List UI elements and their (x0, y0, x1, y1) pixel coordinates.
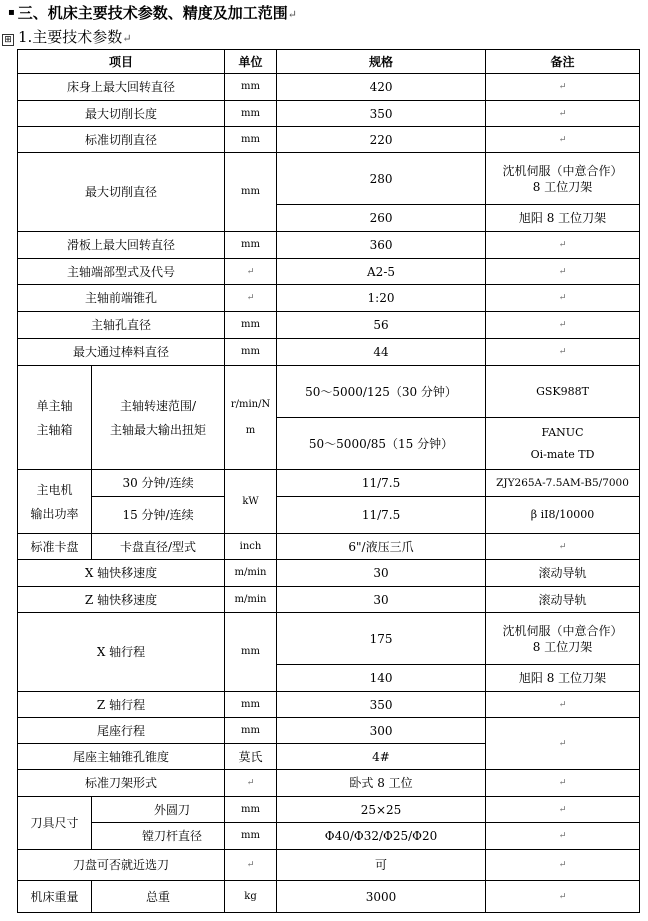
group-line: 单主轴 (36, 398, 73, 413)
note-cell: ↵ (486, 850, 640, 881)
unit-cell: mm (225, 718, 277, 744)
unit-cell: kW (225, 470, 277, 534)
unit-cell: 莫氏 (225, 744, 277, 770)
unit-cell (225, 366, 277, 470)
item-cell: X 轴行程 (18, 613, 225, 692)
group-line: 输出功率 (30, 506, 79, 521)
note-line: Oi-mate TD (530, 447, 595, 461)
sub-heading-text: 1.主要技术参数 (18, 28, 123, 46)
item-cell: 尾座行程 (18, 718, 225, 744)
spec-table (17, 49, 640, 913)
spec-cell: 280 (277, 153, 486, 205)
spec-cell: 30 (277, 587, 486, 613)
table-row (18, 587, 640, 613)
table-row (18, 74, 640, 101)
table-row (18, 770, 640, 797)
note-line: 沈机伺服（中意合作） (502, 623, 623, 638)
item-cell (92, 366, 225, 470)
item-cell: 最大通过棒料直径 (18, 339, 225, 366)
note-cell: ↵ (486, 770, 640, 797)
item-cell: 标准切削直径 (18, 127, 225, 153)
unit-cell: mm (225, 339, 277, 366)
table-row (18, 259, 640, 285)
table-row (18, 339, 640, 366)
unit-cell: mm (225, 312, 277, 339)
group-cell (18, 366, 92, 470)
note-line: FANUC (541, 425, 584, 439)
group-cell: 机床重量 (18, 881, 92, 913)
table-row (18, 470, 640, 497)
note-cell: 滚动导轨 (486, 560, 640, 587)
note-line: 8 工位刀架 (532, 179, 593, 194)
unit-cell: ↵ (225, 850, 277, 881)
note-cell: ↵ (486, 823, 640, 850)
table-row (18, 850, 640, 881)
sub-heading (18, 25, 132, 49)
unit-line: m (245, 424, 256, 436)
note-cell: 旭阳 8 工位刀架 (486, 665, 640, 692)
unit-cell: mm (225, 101, 277, 127)
item-cell: 主轴前端锥孔 (18, 285, 225, 312)
note-line: 8 工位刀架 (532, 639, 593, 654)
spec-cell: 11/7.5 (277, 497, 486, 534)
spec-cell: 25×25 (277, 797, 486, 823)
item-cell: 尾座主轴锥孔锥度 (18, 744, 225, 770)
note-cell: ↵ (486, 232, 640, 259)
note-cell: ↵ (486, 259, 640, 285)
spec-cell: 420 (277, 74, 486, 101)
spec-cell: 350 (277, 692, 486, 718)
spec-cell: 3000 (277, 881, 486, 913)
table-row (18, 285, 640, 312)
note-cell: 旭阳 8 工位刀架 (486, 205, 640, 232)
unit-cell: mm (225, 797, 277, 823)
unit-cell: mm (225, 153, 277, 232)
note-cell: ↵ (486, 339, 640, 366)
unit-cell: ↵ (225, 285, 277, 312)
item-cell: 床身上最大回转直径 (18, 74, 225, 101)
spec-cell: 220 (277, 127, 486, 153)
note-cell: ↵ (486, 692, 640, 718)
table-row (18, 153, 640, 205)
group-cell: 刀具尺寸 (18, 797, 92, 850)
spec-cell: 50～5000/125（30 分钟） (277, 366, 486, 418)
note-cell: GSK988T (486, 366, 640, 418)
spec-cell: 11/7.5 (277, 470, 486, 497)
note-cell: ↵ (486, 534, 640, 560)
unit-cell: mm (225, 127, 277, 153)
section-heading-text: 三、机床主要技术参数、精度及加工范围 (17, 4, 288, 22)
spec-cell: 360 (277, 232, 486, 259)
note-cell: ↵ (486, 127, 640, 153)
item-cell: 卡盘直径/型式 (92, 534, 225, 560)
spec-cell: 56 (277, 312, 486, 339)
item-cell: 主轴端部型式及代号 (18, 259, 225, 285)
spec-cell: 50～5000/85（15 分钟） (277, 418, 486, 470)
item-cell: 15 分钟/连续 (92, 497, 225, 534)
spec-cell: A2-5 (277, 259, 486, 285)
item-cell: X 轴快移速度 (18, 560, 225, 587)
note-cell: ↵ (486, 101, 640, 127)
group-line: 主电机 (36, 482, 73, 497)
unit-cell: m/min (225, 587, 277, 613)
table-row (18, 101, 640, 127)
table-row (18, 497, 640, 534)
table-row (18, 613, 640, 665)
item-line: 主轴最大输出扭矩 (110, 422, 207, 437)
table-row (18, 823, 640, 850)
item-cell: 总重 (92, 881, 225, 913)
table-row (18, 366, 640, 418)
spec-cell: 可 (277, 850, 486, 881)
note-cell: ↵ (486, 718, 640, 770)
header-note: 备注 (486, 50, 640, 74)
group-line: 主轴箱 (36, 422, 73, 437)
bullet-icon: ▪ (8, 7, 15, 18)
note-cell: ↵ (486, 797, 640, 823)
item-cell: 刀盘可否就近选刀 (18, 850, 225, 881)
table-row (18, 718, 640, 744)
item-cell: Z 轴行程 (18, 692, 225, 718)
spec-cell: 卧式 8 工位 (277, 770, 486, 797)
unit-cell: mm (225, 692, 277, 718)
note-line: 沈机伺服（中意合作） (502, 163, 623, 178)
item-cell: 滑板上最大回转直径 (18, 232, 225, 259)
unit-cell: ↵ (225, 770, 277, 797)
spec-cell: 300 (277, 718, 486, 744)
note-cell: β iI8/10000 (486, 497, 640, 534)
spec-cell: 1:20 (277, 285, 486, 312)
note-cell: ↵ (486, 285, 640, 312)
note-cell: ZJY265A-7.5AM-B5/7000 (486, 470, 640, 497)
group-cell: 标准卡盘 (18, 534, 92, 560)
unit-cell: mm (225, 232, 277, 259)
header-spec: 规格 (277, 50, 486, 74)
spec-cell: 6"/液压三爪 (277, 534, 486, 560)
item-cell: 外圆刀 (92, 797, 225, 823)
table-row (18, 797, 640, 823)
unit-line: r/min/N (230, 398, 271, 410)
note-cell: 滚动导轨 (486, 587, 640, 613)
spec-cell: 350 (277, 101, 486, 127)
unit-cell: mm (225, 74, 277, 101)
table-row (18, 127, 640, 153)
header-item: 项目 (18, 50, 225, 74)
unit-cell: ↵ (225, 259, 277, 285)
unit-cell: mm (225, 823, 277, 850)
spec-cell: 140 (277, 665, 486, 692)
spec-cell: 44 (277, 339, 486, 366)
note-cell: ↵ (486, 312, 640, 339)
item-line: 主轴转速范围/ (119, 398, 197, 413)
table-move-handle-icon[interactable]: ⊞ (2, 34, 14, 46)
item-cell: 主轴孔直径 (18, 312, 225, 339)
table-row (18, 881, 640, 913)
table-header-row (18, 50, 640, 74)
spec-cell: Φ40/Φ32/Φ25/Φ20 (277, 823, 486, 850)
item-cell: Z 轴快移速度 (18, 587, 225, 613)
table-row (18, 692, 640, 718)
spec-cell: 30 (277, 560, 486, 587)
paragraph-mark-icon: ↵ (287, 8, 298, 21)
unit-cell: kg (225, 881, 277, 913)
note-cell: ↵ (486, 881, 640, 913)
table-row (18, 232, 640, 259)
spec-cell: 175 (277, 613, 486, 665)
paragraph-mark-icon: ↵ (122, 32, 132, 45)
item-cell: 最大切削长度 (18, 101, 225, 127)
unit-cell: m/min (225, 560, 277, 587)
item-cell: 标准刀架形式 (18, 770, 225, 797)
group-cell (18, 470, 92, 534)
table-row (18, 312, 640, 339)
table-row (18, 560, 640, 587)
header-unit: 单位 (225, 50, 277, 74)
item-cell: 最大切削直径 (18, 153, 225, 232)
spec-cell: 260 (277, 205, 486, 232)
item-cell: 镗刀杆直径 (92, 823, 225, 850)
item-cell: 30 分钟/连续 (92, 470, 225, 497)
note-cell (486, 613, 640, 665)
spec-cell: 4# (277, 744, 486, 770)
note-cell (486, 418, 640, 470)
unit-cell: inch (225, 534, 277, 560)
unit-cell: mm (225, 613, 277, 692)
section-heading (8, 0, 297, 26)
note-cell (486, 153, 640, 205)
note-cell: ↵ (486, 74, 640, 101)
table-row (18, 534, 640, 560)
